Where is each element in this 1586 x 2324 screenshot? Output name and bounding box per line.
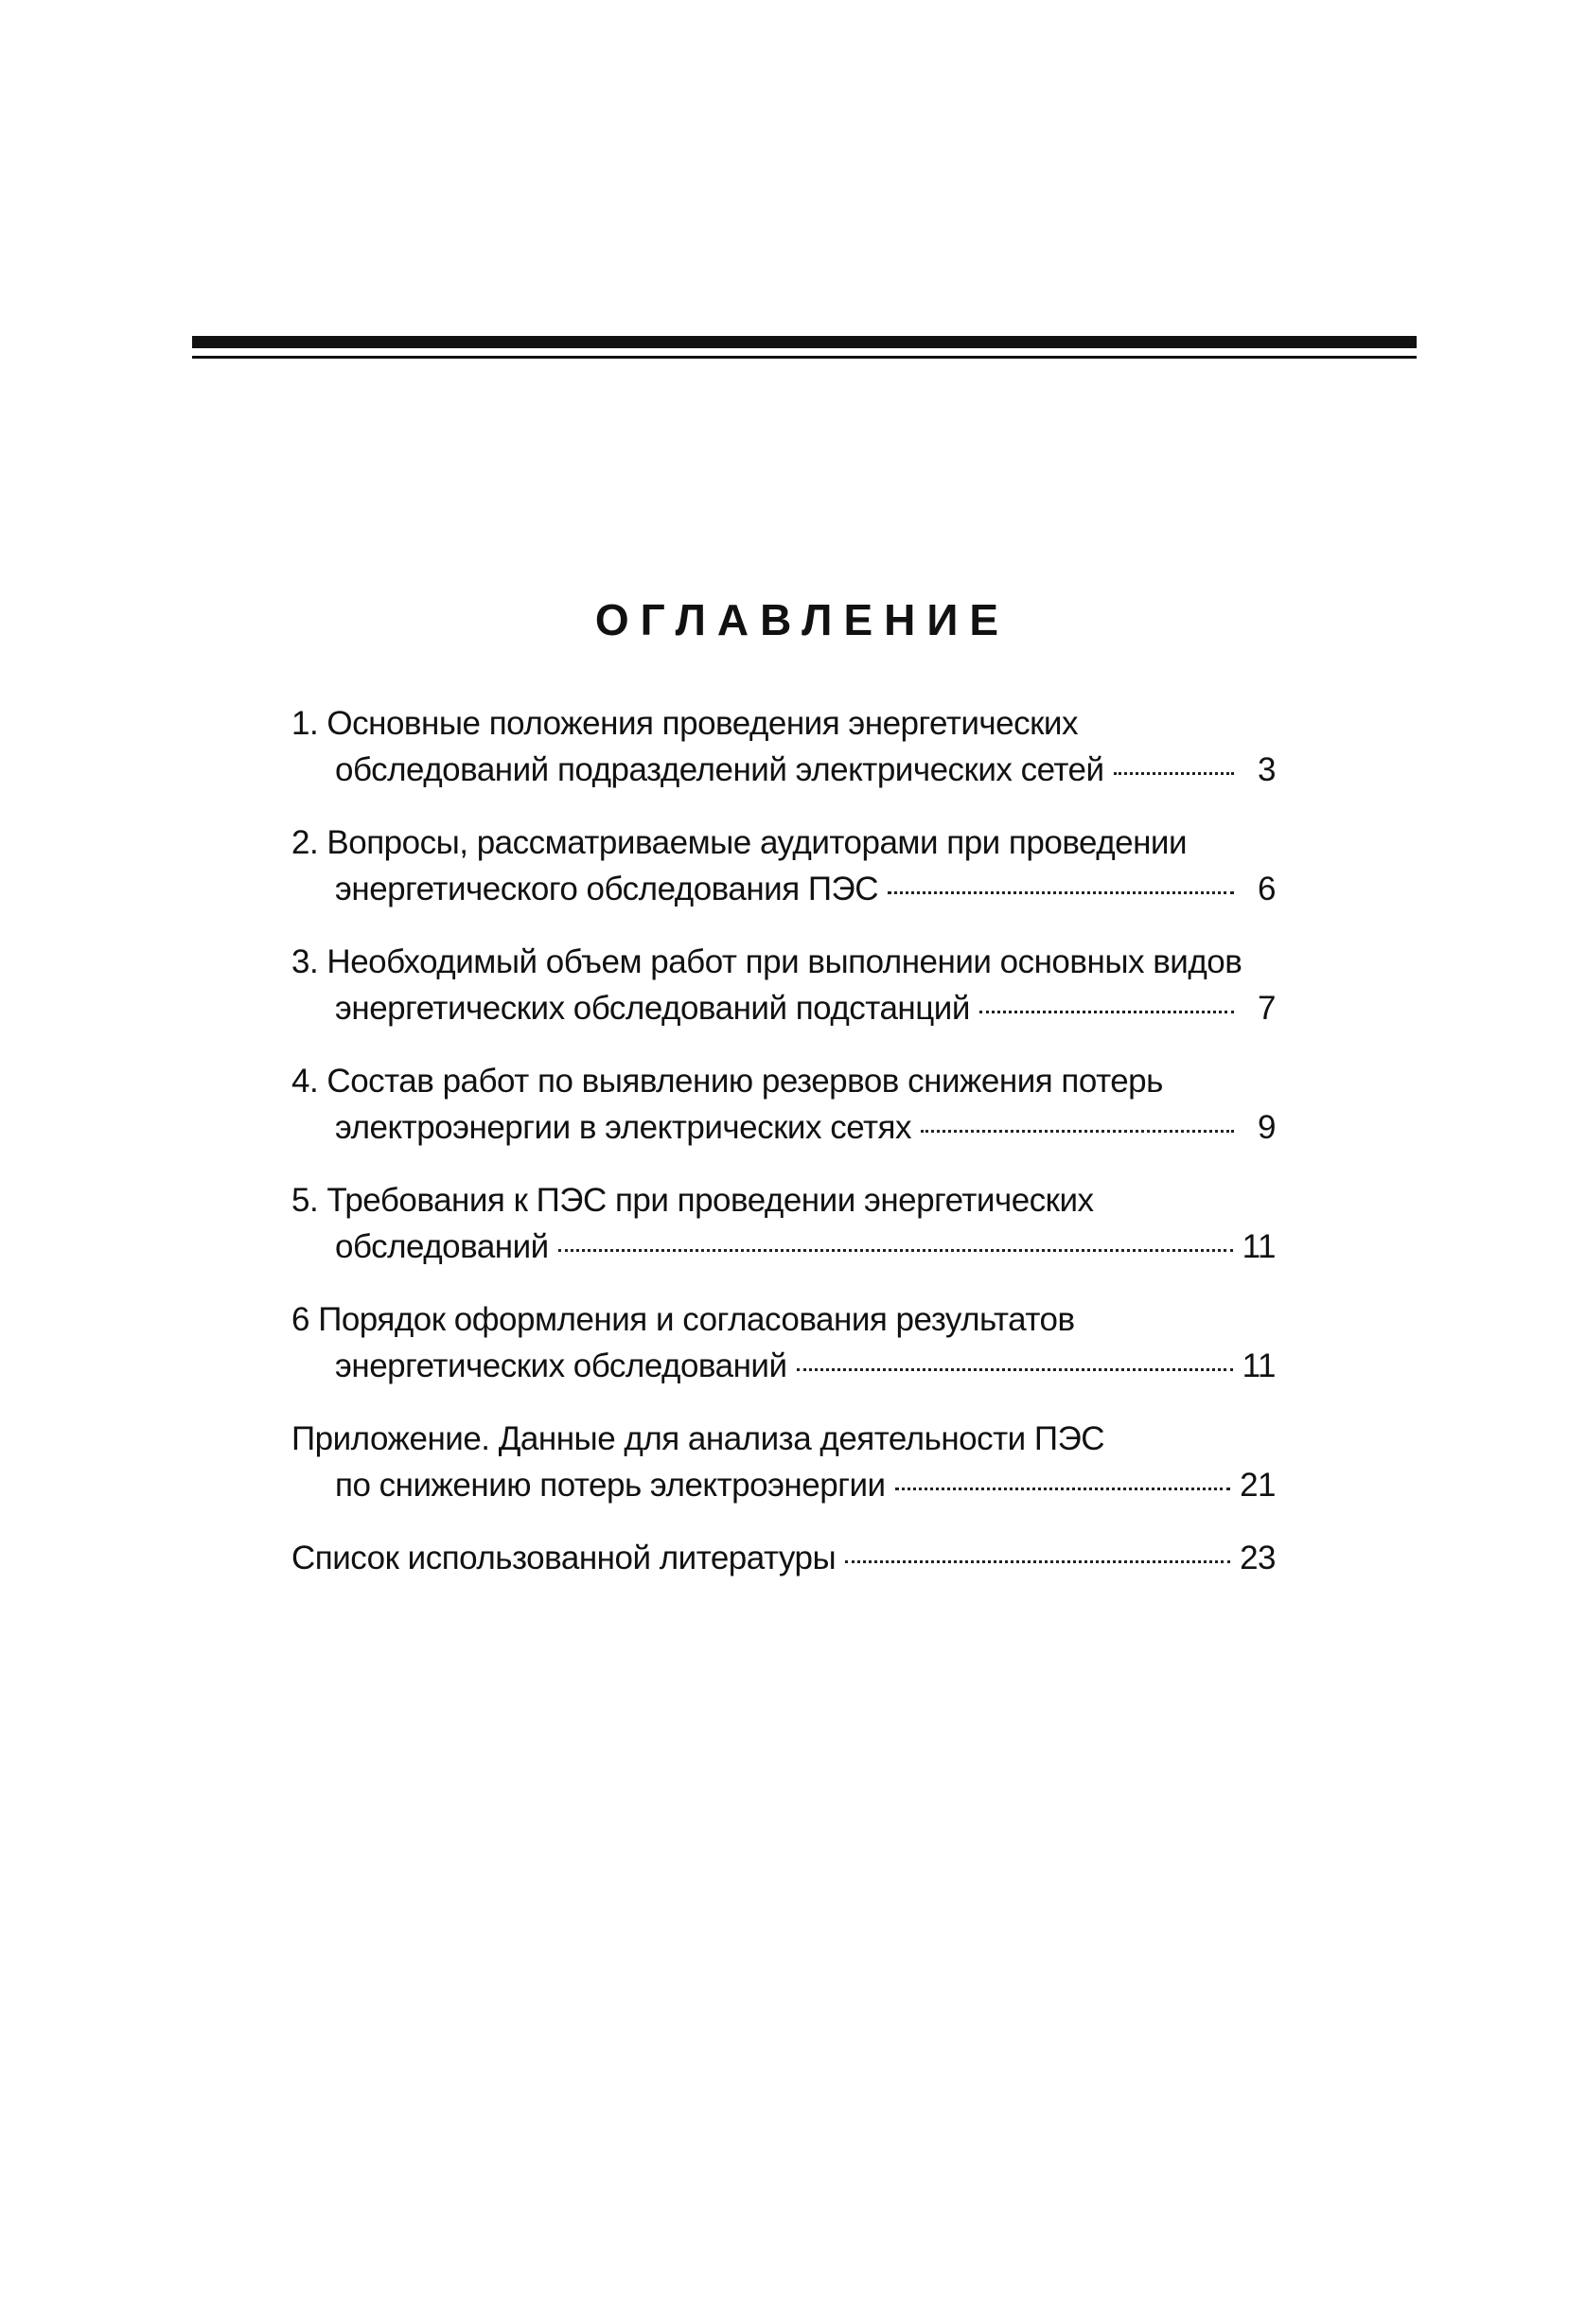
toc-entry-title: 6 Порядок оформления и согласования результатов bbox=[291, 1301, 1075, 1338]
toc-entry-continuation bbox=[291, 1343, 1276, 1389]
toc-title: ОГЛАВЛЕНИЕ bbox=[594, 595, 1011, 644]
toc-entry-text: обследований bbox=[335, 1228, 549, 1265]
toc-entry-text: по снижению потерь электроэнергии bbox=[335, 1467, 886, 1504]
toc-page-number: 23 bbox=[1240, 1540, 1276, 1576]
header-rule-thin bbox=[192, 356, 1417, 359]
toc-page-number: 3 bbox=[1258, 751, 1276, 788]
toc-entry-2[interactable] bbox=[291, 819, 1276, 912]
toc-entry-text: электроэнергии в электрических сетях bbox=[335, 1109, 911, 1146]
toc-entry-text: энергетических обследований подстанций bbox=[335, 990, 970, 1027]
toc-page-number: 11 bbox=[1242, 1347, 1276, 1384]
toc-entry-title: 3. Необходимый объем работ при выполнении основных видов bbox=[291, 943, 1242, 980]
dot-leader bbox=[797, 1368, 1233, 1371]
dot-leader bbox=[895, 1488, 1231, 1490]
toc-entry-continuation bbox=[291, 1462, 1276, 1508]
toc-page-number: 11 bbox=[1242, 1228, 1276, 1265]
toc-entry-text: энергетических обследований bbox=[335, 1347, 787, 1384]
dot-leader bbox=[845, 1560, 1230, 1563]
toc-entry-title: 1. Основные положения проведения энергетических bbox=[291, 705, 1078, 742]
toc-entry-continuation bbox=[291, 1535, 1276, 1581]
toc-entry-text: энергетического обследования ПЭС bbox=[335, 871, 878, 907]
toc-entry-title: 5. Требования к ПЭС при проведении энергетических bbox=[291, 1182, 1094, 1219]
toc-entry-continuation bbox=[291, 1104, 1276, 1151]
table-of-contents bbox=[291, 700, 1276, 1608]
toc-page-number: 7 bbox=[1258, 990, 1276, 1027]
toc-entry-continuation bbox=[291, 985, 1276, 1031]
toc-page-number: 6 bbox=[1258, 871, 1276, 907]
toc-entry-title: 2. Вопросы, рассматриваемые аудиторами при проведении bbox=[291, 824, 1188, 861]
dot-leader bbox=[888, 891, 1234, 894]
toc-entry-continuation bbox=[291, 1224, 1276, 1270]
toc-entry-1[interactable] bbox=[291, 700, 1276, 793]
dot-leader bbox=[1114, 772, 1234, 775]
toc-entry-continuation bbox=[291, 866, 1276, 912]
toc-entry-references[interactable] bbox=[291, 1535, 1276, 1581]
toc-page-number: 21 bbox=[1240, 1467, 1276, 1504]
toc-entry-text: обследований подразделений электрических сетей bbox=[335, 751, 1104, 788]
toc-entry-title: 4. Состав работ по выявлению резервов снижения потерь bbox=[291, 1063, 1163, 1100]
toc-entry-6[interactable] bbox=[291, 1296, 1276, 1389]
toc-entry-4[interactable] bbox=[291, 1058, 1276, 1151]
toc-entry-text: Список использованной литературы bbox=[291, 1540, 837, 1576]
toc-entry-appendix[interactable] bbox=[291, 1416, 1276, 1508]
toc-entry-3[interactable] bbox=[291, 939, 1276, 1031]
dot-leader bbox=[558, 1249, 1233, 1252]
toc-entry-continuation bbox=[291, 747, 1276, 793]
toc-page-number: 9 bbox=[1258, 1109, 1276, 1146]
toc-entry-5[interactable] bbox=[291, 1177, 1276, 1270]
dot-leader bbox=[921, 1130, 1234, 1133]
header-rule-thick bbox=[192, 336, 1417, 348]
toc-entry-title: Приложение. Данные для анализа деятельности ПЭС bbox=[291, 1420, 1105, 1457]
dot-leader bbox=[979, 1011, 1234, 1013]
